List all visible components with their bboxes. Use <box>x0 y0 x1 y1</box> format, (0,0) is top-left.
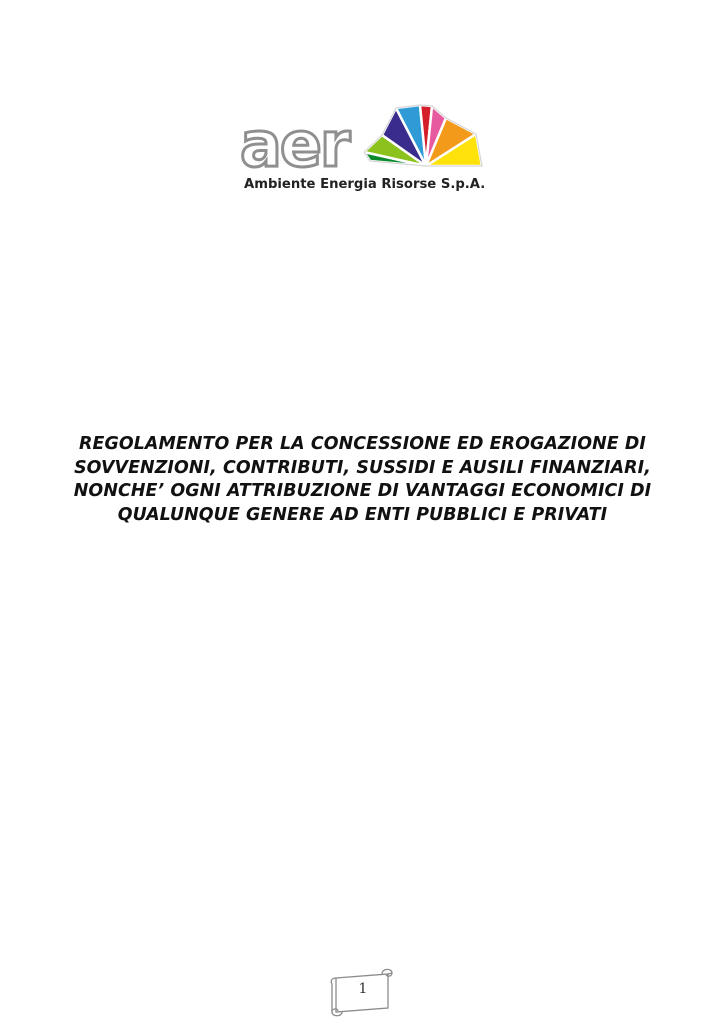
document-title: REGOLAMENTO PER LA CONCESSIONE ED EROGAZIONE DI SOVVENZIONI, CONTRIBUTI, SUSSIDI E AUSILI FINANZIARI, NONCHE’ OGNI ATTRIBUZIONE DI VANTAGGI ECONOMICI DI QUALUNQUE GENERE AD ENTI PUBBLICI E PRIVATI <box>73 434 652 525</box>
page-number: 1 <box>358 981 368 997</box>
logo-company-name: Ambiente Energia Risorse S.p.A. <box>244 177 486 192</box>
aer-logo-graphic <box>236 100 488 196</box>
logo-wordmark: aer <box>240 108 349 181</box>
page-number-scroll <box>326 964 400 1018</box>
company-logo <box>236 100 488 196</box>
